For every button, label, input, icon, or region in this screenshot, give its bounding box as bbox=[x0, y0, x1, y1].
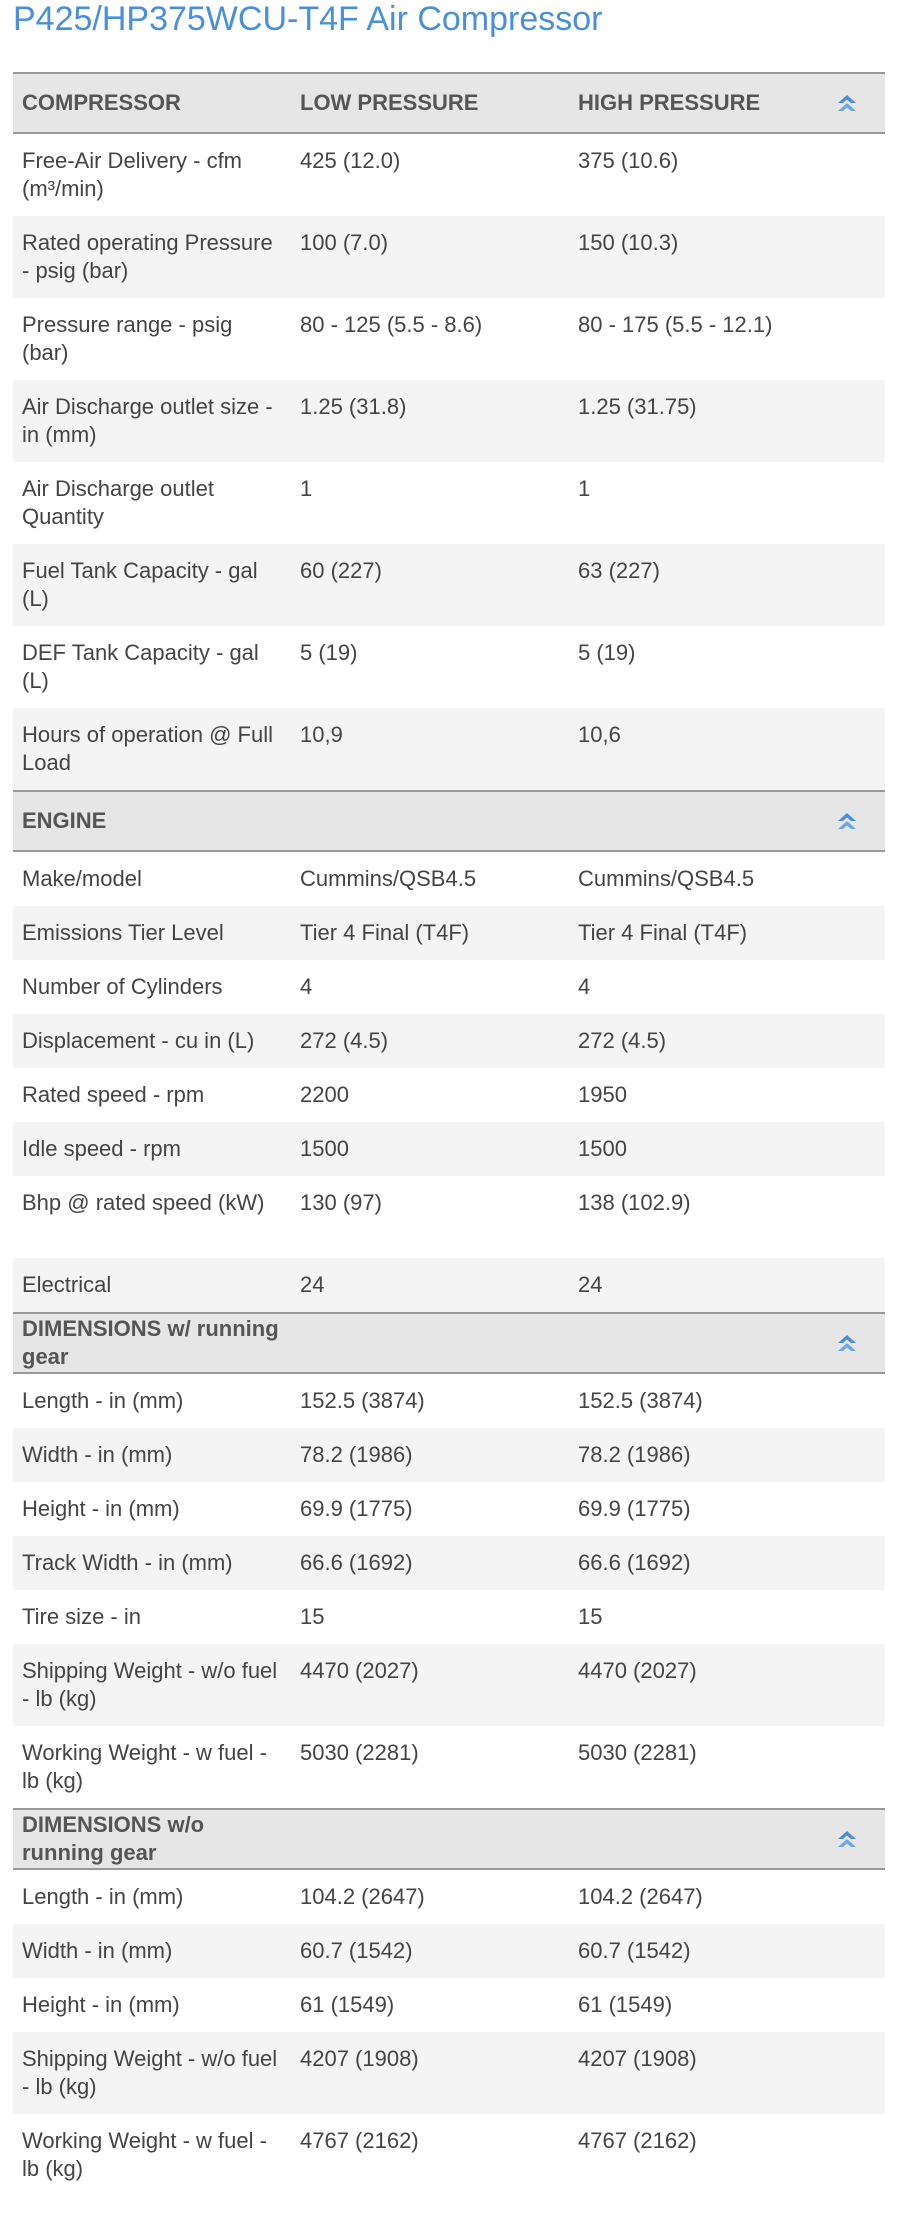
table-row bbox=[13, 1068, 885, 1122]
column-header-high-pressure bbox=[569, 1809, 809, 1869]
table-row bbox=[13, 960, 885, 1014]
high-pressure-value: 80 - 175 (5.5 - 12.1) bbox=[578, 312, 773, 337]
spec-label: Shipping Weight - w/o fuel - lb (kg) bbox=[13, 2032, 291, 2114]
high-pressure-value: 15 bbox=[578, 1604, 603, 1629]
section-header-dimensions-w-running-gear bbox=[13, 1313, 885, 1373]
column-header-low-pressure bbox=[291, 1313, 569, 1373]
low-pressure-value: 5 (19) bbox=[300, 640, 358, 665]
table-row bbox=[13, 544, 885, 626]
high-pressure-value: Tier 4 Final (T4F) bbox=[569, 906, 885, 960]
spec-label: Working Weight - w fuel - lb (kg) bbox=[22, 1740, 267, 1793]
high-pressure-value: 61 (1549) bbox=[578, 1992, 673, 2017]
table-row bbox=[13, 1373, 885, 1428]
high-pressure-value: 1500 bbox=[569, 1122, 885, 1176]
high-pressure-value: 78.2 (1986) bbox=[569, 1428, 885, 1482]
spec-table-body bbox=[13, 73, 885, 2196]
high-pressure-value: 5030 (2281) bbox=[578, 1740, 697, 1765]
collapse-section-button[interactable] bbox=[809, 1313, 885, 1373]
low-pressure-value: 425 (12.0) bbox=[300, 148, 401, 173]
low-pressure-value: 80 - 125 (5.5 - 8.6) bbox=[300, 312, 483, 337]
section-title: DIMENSIONS w/o running gear bbox=[13, 1809, 291, 1869]
low-pressure-value: 1.25 (31.8) bbox=[291, 380, 569, 462]
high-pressure-value: 10,6 bbox=[569, 708, 885, 791]
table-row bbox=[13, 1978, 885, 2032]
spec-label: Width - in (mm) bbox=[13, 1924, 291, 1978]
column-header-high-pressure bbox=[569, 791, 809, 851]
high-pressure-value: 4207 (1908) bbox=[569, 2032, 885, 2114]
low-pressure-value: 24 bbox=[291, 1258, 569, 1313]
table-row bbox=[13, 1869, 885, 1924]
high-pressure-value: 138 (102.9) bbox=[578, 1190, 691, 1215]
spec-label: Shipping Weight - w/o fuel - lb (kg) bbox=[13, 1644, 291, 1726]
column-header-high-pressure bbox=[569, 1313, 809, 1373]
table-row bbox=[13, 380, 885, 462]
table-row bbox=[13, 1258, 885, 1313]
high-pressure-value: 272 (4.5) bbox=[569, 1014, 885, 1068]
spec-label: Width - in (mm) bbox=[13, 1428, 291, 1482]
high-pressure-value: 4 bbox=[578, 974, 591, 999]
table-row bbox=[13, 1176, 885, 1258]
spec-label: Rated speed - rpm bbox=[22, 1082, 205, 1107]
table-row bbox=[13, 1428, 885, 1482]
high-pressure-value: 66.6 (1692) bbox=[569, 1536, 885, 1590]
table-row bbox=[13, 708, 885, 791]
section-title: DIMENSIONS w/ running gear bbox=[13, 1313, 291, 1373]
spec-label: Track Width - in (mm) bbox=[13, 1536, 291, 1590]
chevron-up-double-icon[interactable] bbox=[836, 1334, 858, 1354]
spec-label: Working Weight - w fuel - lb (kg) bbox=[22, 2128, 267, 2181]
low-pressure-value: 130 (97) bbox=[300, 1190, 382, 1215]
section-header-dimensions-w-o-running-gear bbox=[13, 1809, 885, 1869]
table-row bbox=[13, 1590, 885, 1644]
section-header-compressor bbox=[13, 73, 885, 133]
chevron-up-double-icon[interactable] bbox=[836, 812, 858, 832]
table-row bbox=[13, 2032, 885, 2114]
low-pressure-value: 78.2 (1986) bbox=[291, 1428, 569, 1482]
spec-label: Idle speed - rpm bbox=[13, 1122, 291, 1176]
low-pressure-value: 2200 bbox=[300, 1082, 349, 1107]
table-row bbox=[13, 1924, 885, 1978]
table-row bbox=[13, 2114, 885, 2196]
spec-label: Air Discharge outlet Quantity bbox=[22, 476, 214, 529]
high-pressure-value: Cummins/QSB4.5 bbox=[578, 866, 755, 891]
high-pressure-value: 152.5 (3874) bbox=[578, 1388, 703, 1413]
column-header-low-pressure: LOW PRESSURE bbox=[291, 73, 569, 133]
low-pressure-value: 272 (4.5) bbox=[291, 1014, 569, 1068]
chevron-up-double-icon[interactable] bbox=[836, 1830, 858, 1850]
spec-label: Make/model bbox=[22, 866, 142, 891]
spec-table bbox=[13, 72, 885, 2196]
low-pressure-value: 4 bbox=[300, 974, 313, 999]
high-pressure-value: 69.9 (1775) bbox=[578, 1496, 691, 1521]
low-pressure-value: 4767 (2162) bbox=[300, 2128, 419, 2153]
column-header-low-pressure bbox=[291, 791, 569, 851]
low-pressure-value: 1 bbox=[300, 476, 313, 501]
low-pressure-value: 104.2 (2647) bbox=[300, 1884, 425, 1909]
table-row bbox=[13, 1122, 885, 1176]
low-pressure-value: 152.5 (3874) bbox=[300, 1388, 425, 1413]
spec-label: Number of Cylinders bbox=[22, 974, 223, 999]
low-pressure-value: Cummins/QSB4.5 bbox=[300, 866, 477, 891]
section-title: COMPRESSOR bbox=[13, 73, 291, 133]
spec-label: Length - in (mm) bbox=[22, 1388, 184, 1413]
low-pressure-value: 10,9 bbox=[291, 708, 569, 791]
spec-label: Bhp @ rated speed (kW) bbox=[22, 1190, 265, 1215]
page-title: P425/HP375WCU-T4F Air Compressor bbox=[13, 0, 603, 38]
low-pressure-value: 61 (1549) bbox=[300, 1992, 395, 2017]
high-pressure-value: 1950 bbox=[578, 1082, 627, 1107]
high-pressure-value: 1 bbox=[578, 476, 591, 501]
high-pressure-value: 24 bbox=[569, 1258, 885, 1313]
spec-label: Displacement - cu in (L) bbox=[13, 1014, 291, 1068]
table-row bbox=[13, 1726, 885, 1809]
collapse-section-button[interactable] bbox=[809, 791, 885, 851]
table-row bbox=[13, 298, 885, 380]
low-pressure-value: 5030 (2281) bbox=[300, 1740, 419, 1765]
low-pressure-value: 60.7 (1542) bbox=[291, 1924, 569, 1978]
spec-label: Height - in (mm) bbox=[22, 1496, 180, 1521]
low-pressure-value: 4207 (1908) bbox=[291, 2032, 569, 2114]
high-pressure-value: 1.25 (31.75) bbox=[569, 380, 885, 462]
table-row bbox=[13, 133, 885, 216]
spec-label: Hours of operation @ Full Load bbox=[13, 708, 291, 791]
low-pressure-value: 4470 (2027) bbox=[291, 1644, 569, 1726]
high-pressure-value: 150 (10.3) bbox=[569, 216, 885, 298]
table-row bbox=[13, 1482, 885, 1536]
high-pressure-value: 375 (10.6) bbox=[578, 148, 679, 173]
table-row bbox=[13, 462, 885, 544]
low-pressure-value: Tier 4 Final (T4F) bbox=[291, 906, 569, 960]
low-pressure-value: 100 (7.0) bbox=[291, 216, 569, 298]
collapse-section-button[interactable] bbox=[809, 73, 885, 133]
spec-label: Length - in (mm) bbox=[22, 1884, 184, 1909]
low-pressure-value: 1500 bbox=[291, 1122, 569, 1176]
table-row bbox=[13, 216, 885, 298]
spec-label: Rated operating Pressure - psig (bar) bbox=[13, 216, 291, 298]
spec-label: Electrical bbox=[13, 1258, 291, 1313]
spec-label: Fuel Tank Capacity - gal (L) bbox=[13, 544, 291, 626]
section-header-engine bbox=[13, 791, 885, 851]
high-pressure-value: 4767 (2162) bbox=[578, 2128, 697, 2153]
high-pressure-value: 60.7 (1542) bbox=[569, 1924, 885, 1978]
spec-label: Pressure range - psig (bar) bbox=[22, 312, 233, 365]
spec-label: Tire size - in bbox=[22, 1604, 141, 1629]
low-pressure-value: 69.9 (1775) bbox=[300, 1496, 413, 1521]
spec-label: Height - in (mm) bbox=[22, 1992, 180, 2017]
table-row bbox=[13, 1644, 885, 1726]
table-row bbox=[13, 1536, 885, 1590]
column-header-low-pressure bbox=[291, 1809, 569, 1869]
collapse-section-button[interactable] bbox=[809, 1809, 885, 1869]
high-pressure-value: 63 (227) bbox=[569, 544, 885, 626]
table-row bbox=[13, 851, 885, 906]
spec-label: Free-Air Delivery - cfm (m³/min) bbox=[22, 148, 243, 201]
section-title: ENGINE bbox=[13, 791, 291, 851]
spec-label: Air Discharge outlet size - in (mm) bbox=[13, 380, 291, 462]
column-header-high-pressure: HIGH PRESSURE bbox=[569, 73, 809, 133]
table-row bbox=[13, 1014, 885, 1068]
spec-label: DEF Tank Capacity - gal (L) bbox=[22, 640, 259, 693]
chevron-up-double-icon[interactable] bbox=[836, 94, 858, 114]
low-pressure-value: 66.6 (1692) bbox=[291, 1536, 569, 1590]
high-pressure-value: 4470 (2027) bbox=[569, 1644, 885, 1726]
high-pressure-value: 5 (19) bbox=[578, 640, 636, 665]
low-pressure-value: 60 (227) bbox=[291, 544, 569, 626]
spec-label: Emissions Tier Level bbox=[13, 906, 291, 960]
table-row bbox=[13, 906, 885, 960]
high-pressure-value: 104.2 (2647) bbox=[578, 1884, 703, 1909]
low-pressure-value: 15 bbox=[300, 1604, 325, 1629]
table-row bbox=[13, 626, 885, 708]
